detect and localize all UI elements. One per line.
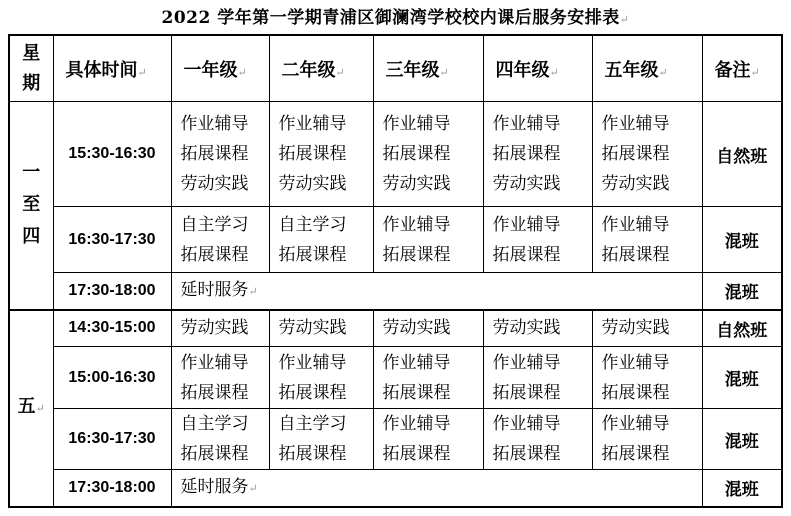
activity-cell	[592, 310, 702, 347]
activity-cell	[269, 207, 373, 273]
activity-item: 劳动实践	[601, 174, 670, 194]
activity-cell	[373, 409, 483, 470]
activity-item: 作业辅导	[278, 352, 347, 373]
time-slot: 17:30-18:00	[53, 273, 171, 310]
activity-item: 作业辅导	[492, 114, 561, 134]
table-row	[9, 310, 782, 347]
time-slot: 15:00-16:30	[53, 347, 171, 409]
note-cell: 混班	[702, 207, 782, 273]
day-label-text: 五	[17, 396, 36, 417]
activity-cell	[171, 347, 269, 409]
time-slot: 14:30-15:00	[53, 310, 171, 347]
activity-item: 作业辅导	[492, 414, 561, 434]
table-row	[9, 409, 782, 470]
header-grade-5-text: 五年级	[604, 59, 659, 81]
activity-item: 拓展课程	[601, 382, 670, 403]
table-row	[9, 102, 782, 207]
activity-cell	[373, 102, 483, 207]
note-cell: 混班	[702, 409, 782, 470]
activity-cell	[171, 310, 269, 347]
activity-cell	[373, 347, 483, 409]
activity-item: 拓展课程	[492, 444, 561, 464]
time-slot: 16:30-17:30	[53, 207, 171, 273]
header-grade-4-text: 四年级	[495, 59, 550, 81]
header-grade-2: 二年级↵	[269, 35, 373, 102]
day-label-fri: 五↵	[9, 310, 53, 507]
activity-item: 拓展课程	[492, 244, 561, 265]
activity-item: 自主学习	[278, 414, 347, 434]
activity-item: 作业辅导	[601, 414, 670, 434]
activity-item: 作业辅导	[180, 114, 249, 134]
activity-cell	[171, 409, 269, 470]
activity-cell	[483, 409, 592, 470]
activity-item: 作业辅导	[278, 114, 347, 134]
activity-item: 作业辅导	[601, 352, 670, 373]
activity-item: 作业辅导	[601, 114, 670, 134]
activity-item: 拓展课程	[492, 144, 561, 164]
activity-cell	[373, 310, 483, 347]
header-row	[9, 35, 782, 102]
header-time: 具体时间↵	[53, 35, 171, 102]
day-label-mon-thu	[9, 102, 53, 310]
activity-item: 劳动实践	[382, 174, 451, 194]
activity-cell	[269, 102, 373, 207]
activity-item: 拓展课程	[382, 244, 451, 265]
activity-item: 劳动实践	[278, 318, 347, 339]
activity-item: 拓展课程	[180, 244, 249, 265]
activity-cell	[483, 207, 592, 273]
activity-item: 劳动实践	[492, 174, 561, 194]
activity-item: 作业辅导	[382, 214, 451, 235]
header-grade-3-text: 三年级	[385, 59, 440, 81]
header-grade-4: 四年级↵	[483, 35, 592, 102]
header-grade-2-text: 二年级	[281, 59, 336, 81]
header-grade-1: 一年级↵	[171, 35, 269, 102]
activity-item: 拓展课程	[492, 382, 561, 403]
header-grade-1-text: 一年级	[183, 59, 238, 81]
activity-item: 作业辅导	[382, 114, 451, 134]
activity-item: 拓展课程	[180, 382, 249, 403]
document-title: 2022 学年第一学期青浦区御澜湾学校校内课后服务安排表↵	[161, 8, 630, 28]
activity-cell	[592, 207, 702, 273]
activity-item: 拓展课程	[180, 444, 249, 464]
header-grade-5: 五年级↵	[592, 35, 702, 102]
activity-item: 拓展课程	[601, 144, 670, 164]
activity-cell	[171, 207, 269, 273]
activity-item: 自主学习	[180, 414, 249, 434]
activity-cell	[269, 409, 373, 470]
activity-item: 拓展课程	[601, 444, 670, 464]
activity-item: 拓展课程	[180, 144, 249, 164]
activity-item: 劳动实践	[180, 318, 249, 339]
extended-service-text: 延时服务	[180, 476, 249, 497]
header-time-text: 具体时间	[65, 59, 138, 81]
activity-item: 自主学习	[180, 214, 249, 235]
header-note-text: 备注	[714, 59, 751, 81]
activity-item: 拓展课程	[278, 444, 347, 464]
note-cell: 混班	[702, 470, 782, 507]
activity-cell	[592, 102, 702, 207]
extended-service-cell: 延时服务↵	[171, 273, 702, 310]
activity-item: 作业辅导	[382, 414, 451, 434]
activity-cell	[269, 347, 373, 409]
activity-item: 劳动实践	[492, 318, 561, 339]
activity-item: 作业辅导	[492, 214, 561, 235]
activity-item: 劳动实践	[278, 174, 347, 194]
note-cell: 混班	[702, 347, 782, 409]
activity-item: 作业辅导	[180, 352, 249, 373]
activity-item: 作业辅导	[601, 214, 670, 235]
note-cell: 自然班	[702, 102, 782, 207]
table-row	[9, 470, 782, 507]
activity-item: 作业辅导	[492, 352, 561, 373]
activity-item: 拓展课程	[382, 144, 451, 164]
table-row	[9, 207, 782, 273]
activity-item: 拓展课程	[278, 144, 347, 164]
title-text: 2022 学年第一学期青浦区御澜湾学校校内课后服务安排表	[161, 8, 620, 28]
schedule-table	[8, 34, 783, 508]
extended-service-cell: 延时服务↵	[171, 470, 702, 507]
activity-item: 拓展课程	[601, 244, 670, 265]
table-row	[9, 273, 782, 310]
day-label-text: 一至四	[22, 162, 41, 248]
header-weekday	[9, 35, 53, 102]
activity-cell	[592, 409, 702, 470]
time-slot: 17:30-18:00	[53, 470, 171, 507]
activity-cell	[483, 310, 592, 347]
activity-cell	[592, 347, 702, 409]
header-note: 备注↵	[702, 35, 782, 102]
time-slot: 16:30-17:30	[53, 409, 171, 470]
activity-cell	[269, 310, 373, 347]
extended-service-text: 延时服务	[180, 279, 249, 300]
activity-item: 拓展课程	[382, 382, 451, 403]
header-weekday-text: 星期	[22, 42, 41, 94]
time-slot: 15:30-16:30	[53, 102, 171, 207]
header-grade-3: 三年级↵	[373, 35, 483, 102]
activity-item: 劳动实践	[601, 318, 670, 339]
table-row	[9, 347, 782, 409]
activity-cell	[373, 207, 483, 273]
activity-cell	[483, 347, 592, 409]
activity-item: 拓展课程	[278, 244, 347, 265]
activity-item: 拓展课程	[278, 382, 347, 403]
activity-item: 劳动实践	[180, 174, 249, 194]
activity-item: 拓展课程	[382, 444, 451, 464]
activity-item: 劳动实践	[382, 318, 451, 339]
note-cell: 自然班	[702, 310, 782, 347]
activity-item: 作业辅导	[382, 352, 451, 373]
activity-item: 自主学习	[278, 214, 347, 235]
note-cell: 混班	[702, 273, 782, 310]
activity-cell	[171, 102, 269, 207]
activity-cell	[483, 102, 592, 207]
